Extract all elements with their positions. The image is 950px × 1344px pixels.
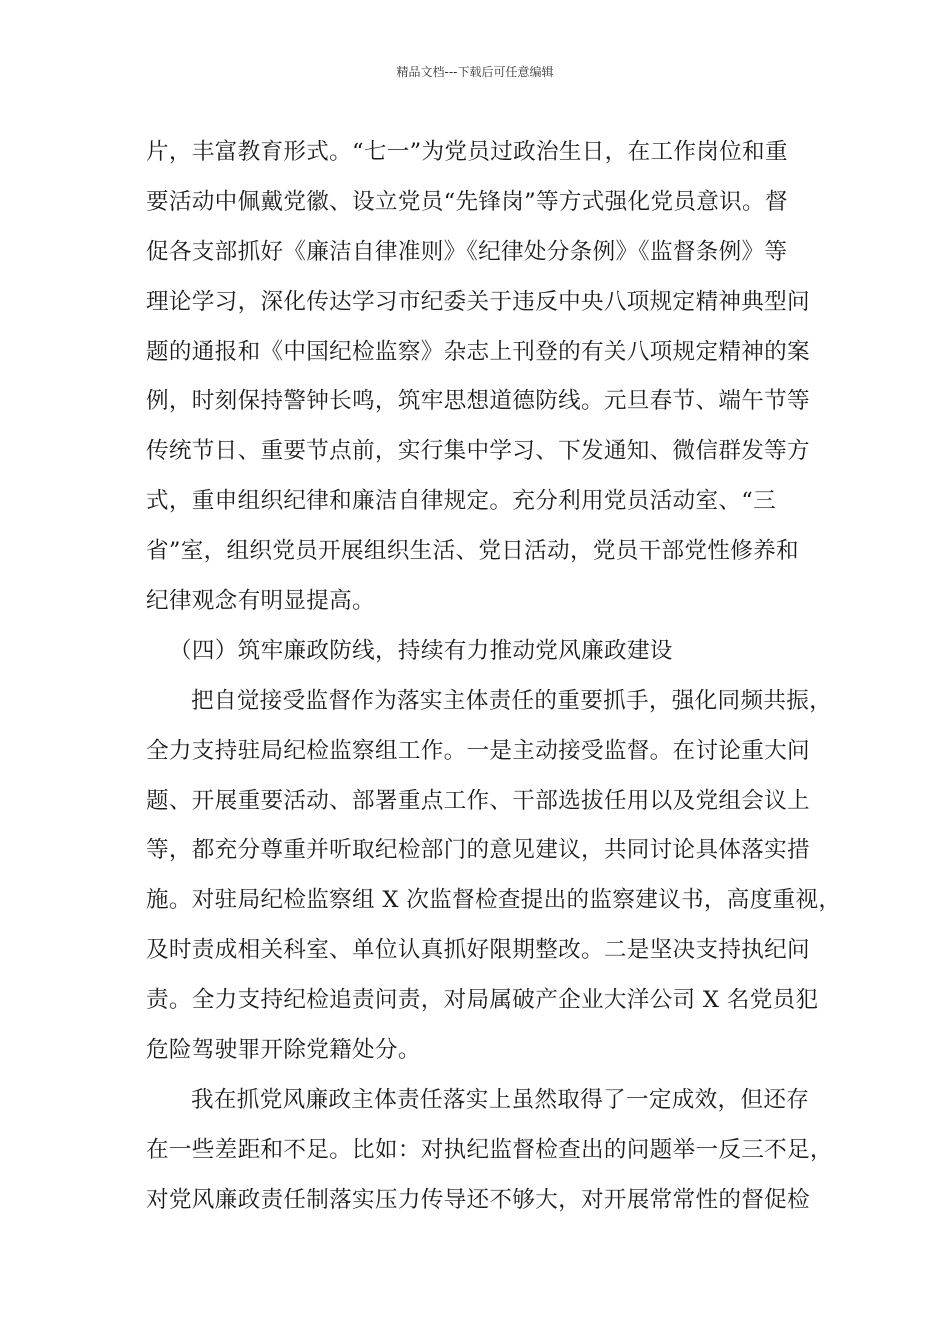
paragraph-first-line: 我在抓党风廉政主体责任落实上虽然取得了一定成效，但还存 <box>191 1086 810 1113</box>
text-line: 危险驾驶罪开除党籍处分。 <box>146 1037 421 1064</box>
text-line: 等，都充分尊重并听取纪检部门的意见建议，共同讨论具体落实措 <box>146 837 810 864</box>
text-line: 理论学习，深化传达学习市纪委关于违反中央八项规定精神典型问 <box>146 288 810 315</box>
text-line: 省”室，组织党员开展组织生活、党日活动，党员干部党性修养和 <box>146 538 799 565</box>
paragraph-first-line: 把自觉接受监督作为落实主体责任的重要抓手，强化同频共振， <box>191 687 833 714</box>
text-line: 要活动中佩戴党徽、设立党员“先锋岗”等方式强化党员意识。督 <box>146 188 788 215</box>
section-heading: （四）筑牢廉政防线，持续有力推动党风廉政建设 <box>169 637 673 664</box>
text-line: 题、开展重要活动、部署重点工作、干部选拔任用以及党组会议上 <box>146 787 810 814</box>
text-line: 施。对驻局纪检监察组 X 次监督检查提出的监察建议书，高度重视， <box>146 887 842 914</box>
text-line: 传统节日、重要节点前，实行集中学习、下发通知、微信群发等方 <box>146 438 810 465</box>
text-line: 例，时刻保持警钟长鸣，筑牢思想道德防线。元旦春节、端午节等 <box>146 388 810 415</box>
text-line: 对党风廉政责任制落实压力传导还不够大，对开展常常性的督促检 <box>146 1186 810 1213</box>
text-line: 促各支部抓好《廉洁自律准则》《纪律处分条例》《监督条例》等 <box>146 238 788 265</box>
text-line: 题的通报和《中国纪检监察》杂志上刊登的有关八项规定精神的案 <box>146 338 810 365</box>
text-line: 片，丰富教育形式。“七一”为党员过政治生日，在工作岗位和重 <box>146 139 788 165</box>
text-line: 纪律观念有明显提高。 <box>146 588 375 615</box>
text-line: 及时责成相关科室、单位认真抓好限期整改。二是坚决支持执纪问 <box>146 937 810 964</box>
text-line: 全力支持驻局纪检监察组工作。一是主动接受监督。在讨论重大问 <box>146 737 810 764</box>
text-line: 责。全力支持纪检追责问责，对局属破产企业大洋公司 X 名党员犯 <box>146 987 819 1014</box>
text-line: 在一些差距和不足。比如：对执纪监督检查出的问题举一反三不足， <box>146 1136 833 1163</box>
page-header: 精品文档---下载后可任意编辑 <box>396 65 554 79</box>
text-line: 式，重申组织纪律和廉洁自律规定。充分利用党员活动室、“三 <box>146 488 776 515</box>
document-body <box>146 128 842 1226</box>
